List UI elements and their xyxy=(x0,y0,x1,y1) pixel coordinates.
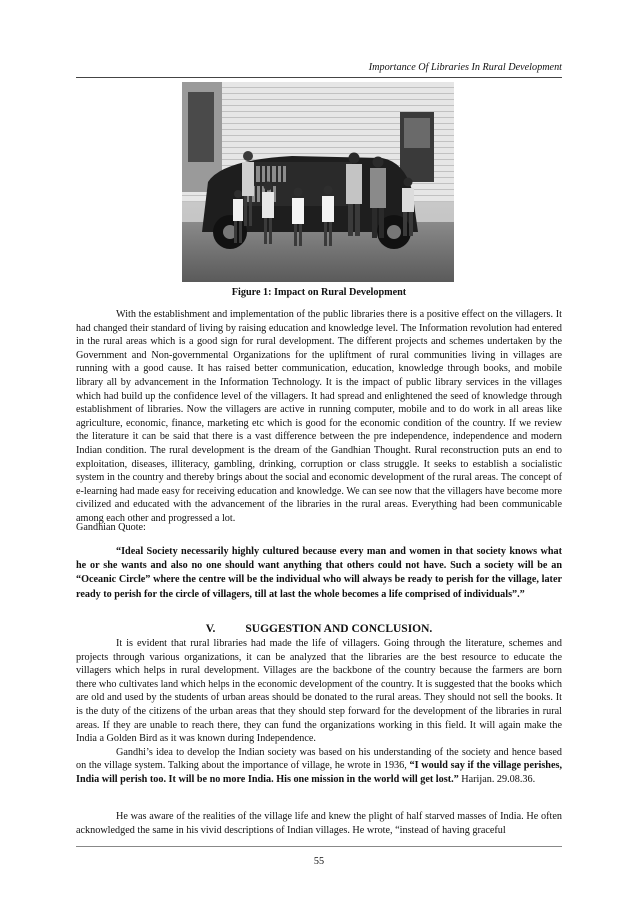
photo-mobile-library-scene xyxy=(182,82,454,282)
conclusion-paragraph-2 xyxy=(76,746,562,787)
conclusion-paragraph-1: It is evident that rural libraries had made the life of villagers. Going through the literature, schemes and projects through various organizations, it can be analyzed that the libraries are the best resource to educate the villagers which helps in rural development. Villages are the backbone of the country because the farmers are born there who cultivates land which helps in the economic development of the country. It is suggested that the books which are old and used by the students of urban areas should be donated to the rural areas. They should not sell the books. It is the duty of the citizens of the urban areas that they should step forward for the development of the libraries in rural areas. If they are unable to reach there, they can fund the organizations working in this field. It will again make the India a Golden Bird as it was known during Independence. xyxy=(76,638,562,745)
quote-label-text: Gandhian Quote: xyxy=(76,522,146,533)
body-paragraph-1 xyxy=(76,308,562,526)
section-title: SUGGESTION AND CONCLUSION. xyxy=(245,623,433,635)
figure-photo xyxy=(182,82,454,282)
paragraph2-source: Harijan. 29.08.36. xyxy=(461,773,536,785)
header-rule xyxy=(76,77,562,78)
footer-rule xyxy=(76,846,562,847)
conclusion-paragraph-3-block xyxy=(76,810,562,837)
paragraph2-lead: Gandhi’s idea to develop the Indian society was based on his understanding of the society and hence based on the village system. Talking about the importance of village, he wrote in 1936, xyxy=(76,746,562,772)
quote-label xyxy=(76,521,562,535)
conclusion-paragraph-3: He was aware of the realities of the village life and knew the plight of half starved masses of India. He often acknowledged the same in his vivid descriptions of Indian villages. He wrote, “instead of having graceful xyxy=(76,811,562,836)
figure-caption: Figure 1: Impact on Rural Development xyxy=(231,287,407,298)
paragraph2-quote: “I would say if the village perishes, India will perish too. It will be no more India. His one mission in the world will get lost.” xyxy=(76,760,563,785)
running-header: Importance Of Libraries In Rural Development xyxy=(368,62,562,73)
paragraph-text: With the establishment and implementation of the public libraries there is a positive effect on the villagers. It had changed their standard of living by raising education and knowledge level. The Information revolution had entered in the rural areas which is a good sign for rural development. The different projects and schemes undertaken by the Government and Non-governmental Organizations for the upliftment of rural communities living in villages are running with a good cause. It has raised better communication, education, knowledge through books, and mobile library all by advancement in the Information Technology. It is the impact of public library services in the villages which had build up the confidence level of the villagers. It had spread and enlightened the seed of knowledge through establishment of libraries. Now the villagers are active in running computer, mobile and to do work in all areas like agriculture, economic, finance, marketing etc which is good for the economic condition of the country. If we review the literature it can be said that there is a vast difference between the pre independence, independence and modern Indian condition. The rural development is the dream of the Gandhian Thought. Rural reconstruction puts an end to exploitation, diseases, illiteracy, gambling, drinking, corruption or class struggle. It seeks to establish a socialistic system in the country and thereby brings about the social and economic development of the rural areas. The concept of e-learning had made easy for receiving education and knowledge. We can see now that the villagers have become more civilized and educated with the advancement of the libraries in the rural areas. Everything had been communicable among each other and progressed a lot. xyxy=(76,309,562,524)
conclusion-paragraphs xyxy=(76,637,562,787)
section-heading xyxy=(76,623,562,635)
section-number: V. xyxy=(205,623,216,635)
page-number: 55 xyxy=(313,856,325,867)
gandhian-quote xyxy=(76,545,562,602)
quote-text: “Ideal Society necessarily highly cultured because every man and women in that society knows what he or she wants and also no one should want anything that others could not have. Such a society will be an “Oceanic Circle” where the centre will be the individual who will always be ready to perish for the village, later ready to perish for the circle of villagers, till at last the whole becomes a life comprised of individuals”.” xyxy=(76,546,562,600)
